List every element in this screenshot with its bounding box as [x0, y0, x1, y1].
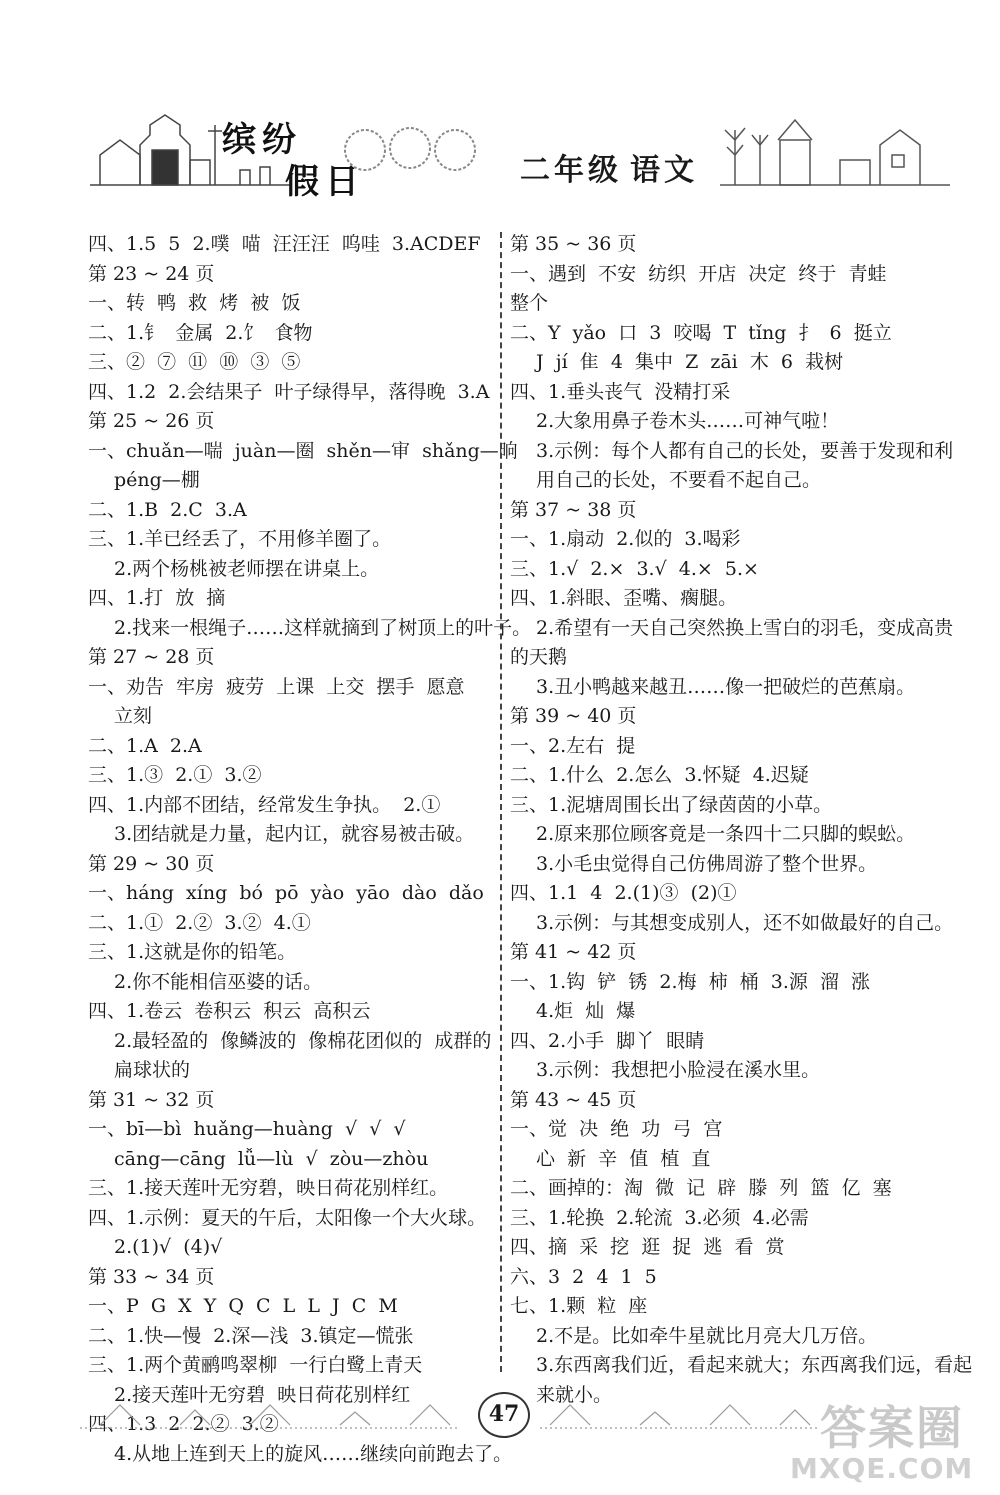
- right-answer-line: 六、3 2 4 1 5: [510, 1265, 657, 1288]
- right-answer-line: 3.示例：每个人都有自己的长处，要善于发现和利: [536, 439, 954, 462]
- right-answer-line: 第 43 ~ 45 页: [510, 1088, 637, 1111]
- right-answer-line: J jí 隹 4 集中 Z zāi 木 6 栽树: [536, 351, 844, 373]
- right-answer-line: 一、1.钩 铲 锈 2.梅 柿 桶 3.源 溜 涨: [510, 970, 871, 993]
- right-answer-line: 的天鹅: [510, 646, 568, 668]
- right-answer-line: 3.丑小鸭越来越丑……像一把破烂的芭蕉扇。: [536, 675, 916, 698]
- subject-label: 语文: [630, 153, 698, 188]
- left-answer-line: 2.两个杨桃被老师摆在讲桌上。: [114, 557, 380, 580]
- right-answer-line: 2.原来那位顾客竟是一条四十二只脚的蜈蚣。: [536, 823, 916, 845]
- right-answer-line: 三、1.泥塘周围长出了绿茵茵的小草。: [510, 793, 833, 816]
- left-answer-line: 三、1.羊已经丢了，不用修羊圈了。: [88, 528, 392, 550]
- left-answer-line: 一、bī—bì huǎng—huàng √ √ √: [88, 1118, 406, 1140]
- village-illustration-right: [720, 100, 950, 190]
- right-answer-line: 一、1.扇动 2.似的 3.喝彩: [510, 528, 741, 550]
- left-answer-line: 一、劝告 牢房 疲劳 上课 上交 摆手 愿意: [88, 675, 465, 698]
- right-answer-line: 二、Y yǎo 口 3 咬喝 T tǐng 扌 6 挺立: [510, 321, 892, 344]
- grade-label: 二年级: [520, 153, 622, 188]
- left-answer-line: péng—棚: [114, 469, 200, 491]
- page-number: 47: [478, 1392, 530, 1438]
- right-answer-line: 四、1.1 4 2.(1)③ (2)①: [510, 882, 737, 904]
- left-answer-line: 2.找来一根绳子……这样就摘到了树顶上的叶子。: [114, 616, 532, 639]
- left-answer-line: 第 29 ~ 30 页: [88, 852, 215, 875]
- right-answer-line: 第 35 ~ 36 页: [510, 233, 637, 255]
- left-answer-line: 二、1.B 2.C 3.A: [88, 498, 247, 521]
- right-answer-line: 3.东西离我们近，看起来就大；东西离我们远，看起: [536, 1354, 973, 1376]
- right-answer-line: 四、1.斜眼、歪嘴、瘸腿。: [510, 587, 738, 609]
- right-answer-line: 心 新 辛 值 植 直: [536, 1147, 711, 1170]
- left-answer-line: 一、chuǎn—喘 juàn—圈 shěn—审 shǎng—晌: [88, 439, 518, 462]
- right-answer-line: 四、1.垂头丧气 没精打采: [510, 380, 731, 403]
- right-answer-line: 一、觉 决 绝 功 弓 宫: [510, 1118, 723, 1140]
- left-answer-line: 三、1.这就是你的铅笔。: [88, 941, 297, 963]
- left-answer-line: 三、② ⑦ ⑪ ⑩ ③ ⑤: [88, 351, 301, 373]
- series-logo-line1: 缤纷: [222, 120, 302, 160]
- left-answer-line: 扁球状的: [114, 1059, 191, 1081]
- left-answer-line: 一、转 鸭 救 烤 被 饭: [88, 292, 301, 314]
- right-answer-line: 第 37 ~ 38 页: [510, 498, 637, 521]
- series-logo-line2: 假日: [285, 162, 365, 202]
- left-answer-line: 四、1.卷云 卷积云 积云 高积云: [88, 1000, 371, 1022]
- left-answer-line: 三、1.两个黄鹂鸣翠柳 一行白鹭上青天: [88, 1354, 423, 1376]
- watermark-logo: 答案圈: [820, 1401, 964, 1455]
- right-answer-line: 2.不是。比如牵牛星就比月亮大几万倍。: [536, 1324, 878, 1347]
- left-answer-line: cāng—cāng lǚ—lù √ zòu—zhòu: [114, 1147, 429, 1170]
- right-answer-line: 2.大象用鼻子卷木头……可神气啦！: [536, 410, 840, 432]
- right-answer-line: 3.示例：与其想变成别人，还不如做最好的自己。: [536, 911, 954, 934]
- right-answer-line: 3.示例：我想把小脸浸在溪水里。: [536, 1059, 821, 1081]
- right-answer-line: 第 39 ~ 40 页: [510, 705, 637, 727]
- left-answer-line: 四、1.2 2.会结果子 叶子绿得早，落得晚 3.A: [88, 380, 490, 403]
- decorative-circles: [340, 120, 490, 180]
- right-answer-line: 来就小。: [536, 1383, 613, 1406]
- right-answer-line: 3.小毛虫觉得自己仿佛周游了整个世界。: [536, 852, 878, 875]
- right-answer-line: 第 41 ~ 42 页: [510, 941, 637, 963]
- watermark-url: MXQE.COM: [790, 1452, 974, 1485]
- left-answer-line: 四、1.内部不团结，经常发生争执。 2.①: [88, 793, 441, 816]
- left-answer-line: 二、1.快—慢 2.深—浅 3.镇定—慌张: [88, 1324, 414, 1347]
- left-answer-line: 二、1.① 2.② 3.② 4.①: [88, 911, 311, 934]
- right-answer-line: 四、2.小手 脚丫 眼睛: [510, 1029, 705, 1052]
- left-answer-line: 2.接天莲叶无穷碧 映日荷花别样红: [114, 1383, 411, 1406]
- left-answer-line: 2.最轻盈的 像鳞波的 像棉花团似的 成群的: [114, 1029, 492, 1052]
- left-answer-line: 一、háng xíng bó pō yào yāo dào dǎo: [88, 882, 484, 904]
- left-answer-line: 第 25 ~ 26 页: [88, 410, 215, 432]
- right-answer-line: 一、遇到 不安 纺织 开店 决定 终于 青蛙: [510, 262, 887, 285]
- right-answer-line: 四、摘 采 挖 逛 捉 逃 看 赏: [510, 1236, 785, 1258]
- left-answer-line: 一、P G X Y Q C L L J C M: [88, 1295, 398, 1317]
- answers-right-column: [510, 230, 973, 1410]
- left-answer-line: 2.(1)√ (4)√: [114, 1236, 223, 1258]
- right-answer-line: 二、画掉的：淘 微 记 辟 滕 列 篮 亿 塞: [510, 1177, 892, 1199]
- right-answer-line: 用自己的长处，不要看不起自己。: [536, 469, 822, 491]
- right-answer-line: 七、1.颗 粒 座: [510, 1295, 648, 1317]
- left-answer-line: 三、1.接天莲叶无穷碧，映日荷花别样红。: [88, 1177, 449, 1199]
- right-answer-line: 三、1.轮换 2.轮流 3.必须 4.必需: [510, 1206, 809, 1229]
- right-answer-line: 二、1.什么 2.怎么 3.怀疑 4.迟疑: [510, 764, 809, 786]
- left-answer-line: 4.从地上连到天上的旋风……继续向前跑去了。: [114, 1442, 513, 1465]
- left-answer-line: 二、1.A 2.A: [88, 734, 202, 757]
- right-answer-line: 整个: [510, 292, 549, 314]
- left-answer-line: 立刻: [114, 705, 153, 727]
- left-answer-line: 第 31 ~ 32 页: [88, 1088, 215, 1111]
- page-header: [0, 0, 1000, 230]
- column-divider: [500, 232, 502, 1372]
- left-answer-line: 3.团结就是力量，起内讧，就容易被击破。: [114, 823, 475, 845]
- left-answer-line: 四、1.打 放 摘: [88, 587, 226, 609]
- left-answer-line: 二、1.钅 金属 2.饣 食物: [88, 321, 313, 344]
- right-answer-line: 2.希望有一天自己突然换上雪白的羽毛，变成高贵: [536, 616, 954, 639]
- left-answer-line: 三、1.③ 2.① 3.②: [88, 764, 262, 786]
- left-answer-line: 第 27 ~ 28 页: [88, 646, 215, 668]
- left-answer-line: 四、1.示例：夏天的午后，太阳像一个大火球。: [88, 1206, 487, 1229]
- right-answer-line: 4.炬 灿 爆: [536, 1000, 636, 1022]
- right-answer-line: 三、1.√ 2.× 3.√ 4.× 5.×: [510, 557, 759, 580]
- left-answer-line: 第 33 ~ 34 页: [88, 1265, 215, 1288]
- left-answer-line: 四、1.3 2 2.② 3.②: [88, 1413, 279, 1435]
- left-answer-line: 2.你不能相信巫婆的话。: [114, 970, 323, 993]
- right-answer-line: 一、2.左右 提: [510, 734, 636, 757]
- left-answer-line: 四、1.5 5 2.噗 喵 汪汪汪 呜哇 3.ACDEF: [88, 233, 481, 255]
- left-answer-line: 第 23 ~ 24 页: [88, 262, 215, 285]
